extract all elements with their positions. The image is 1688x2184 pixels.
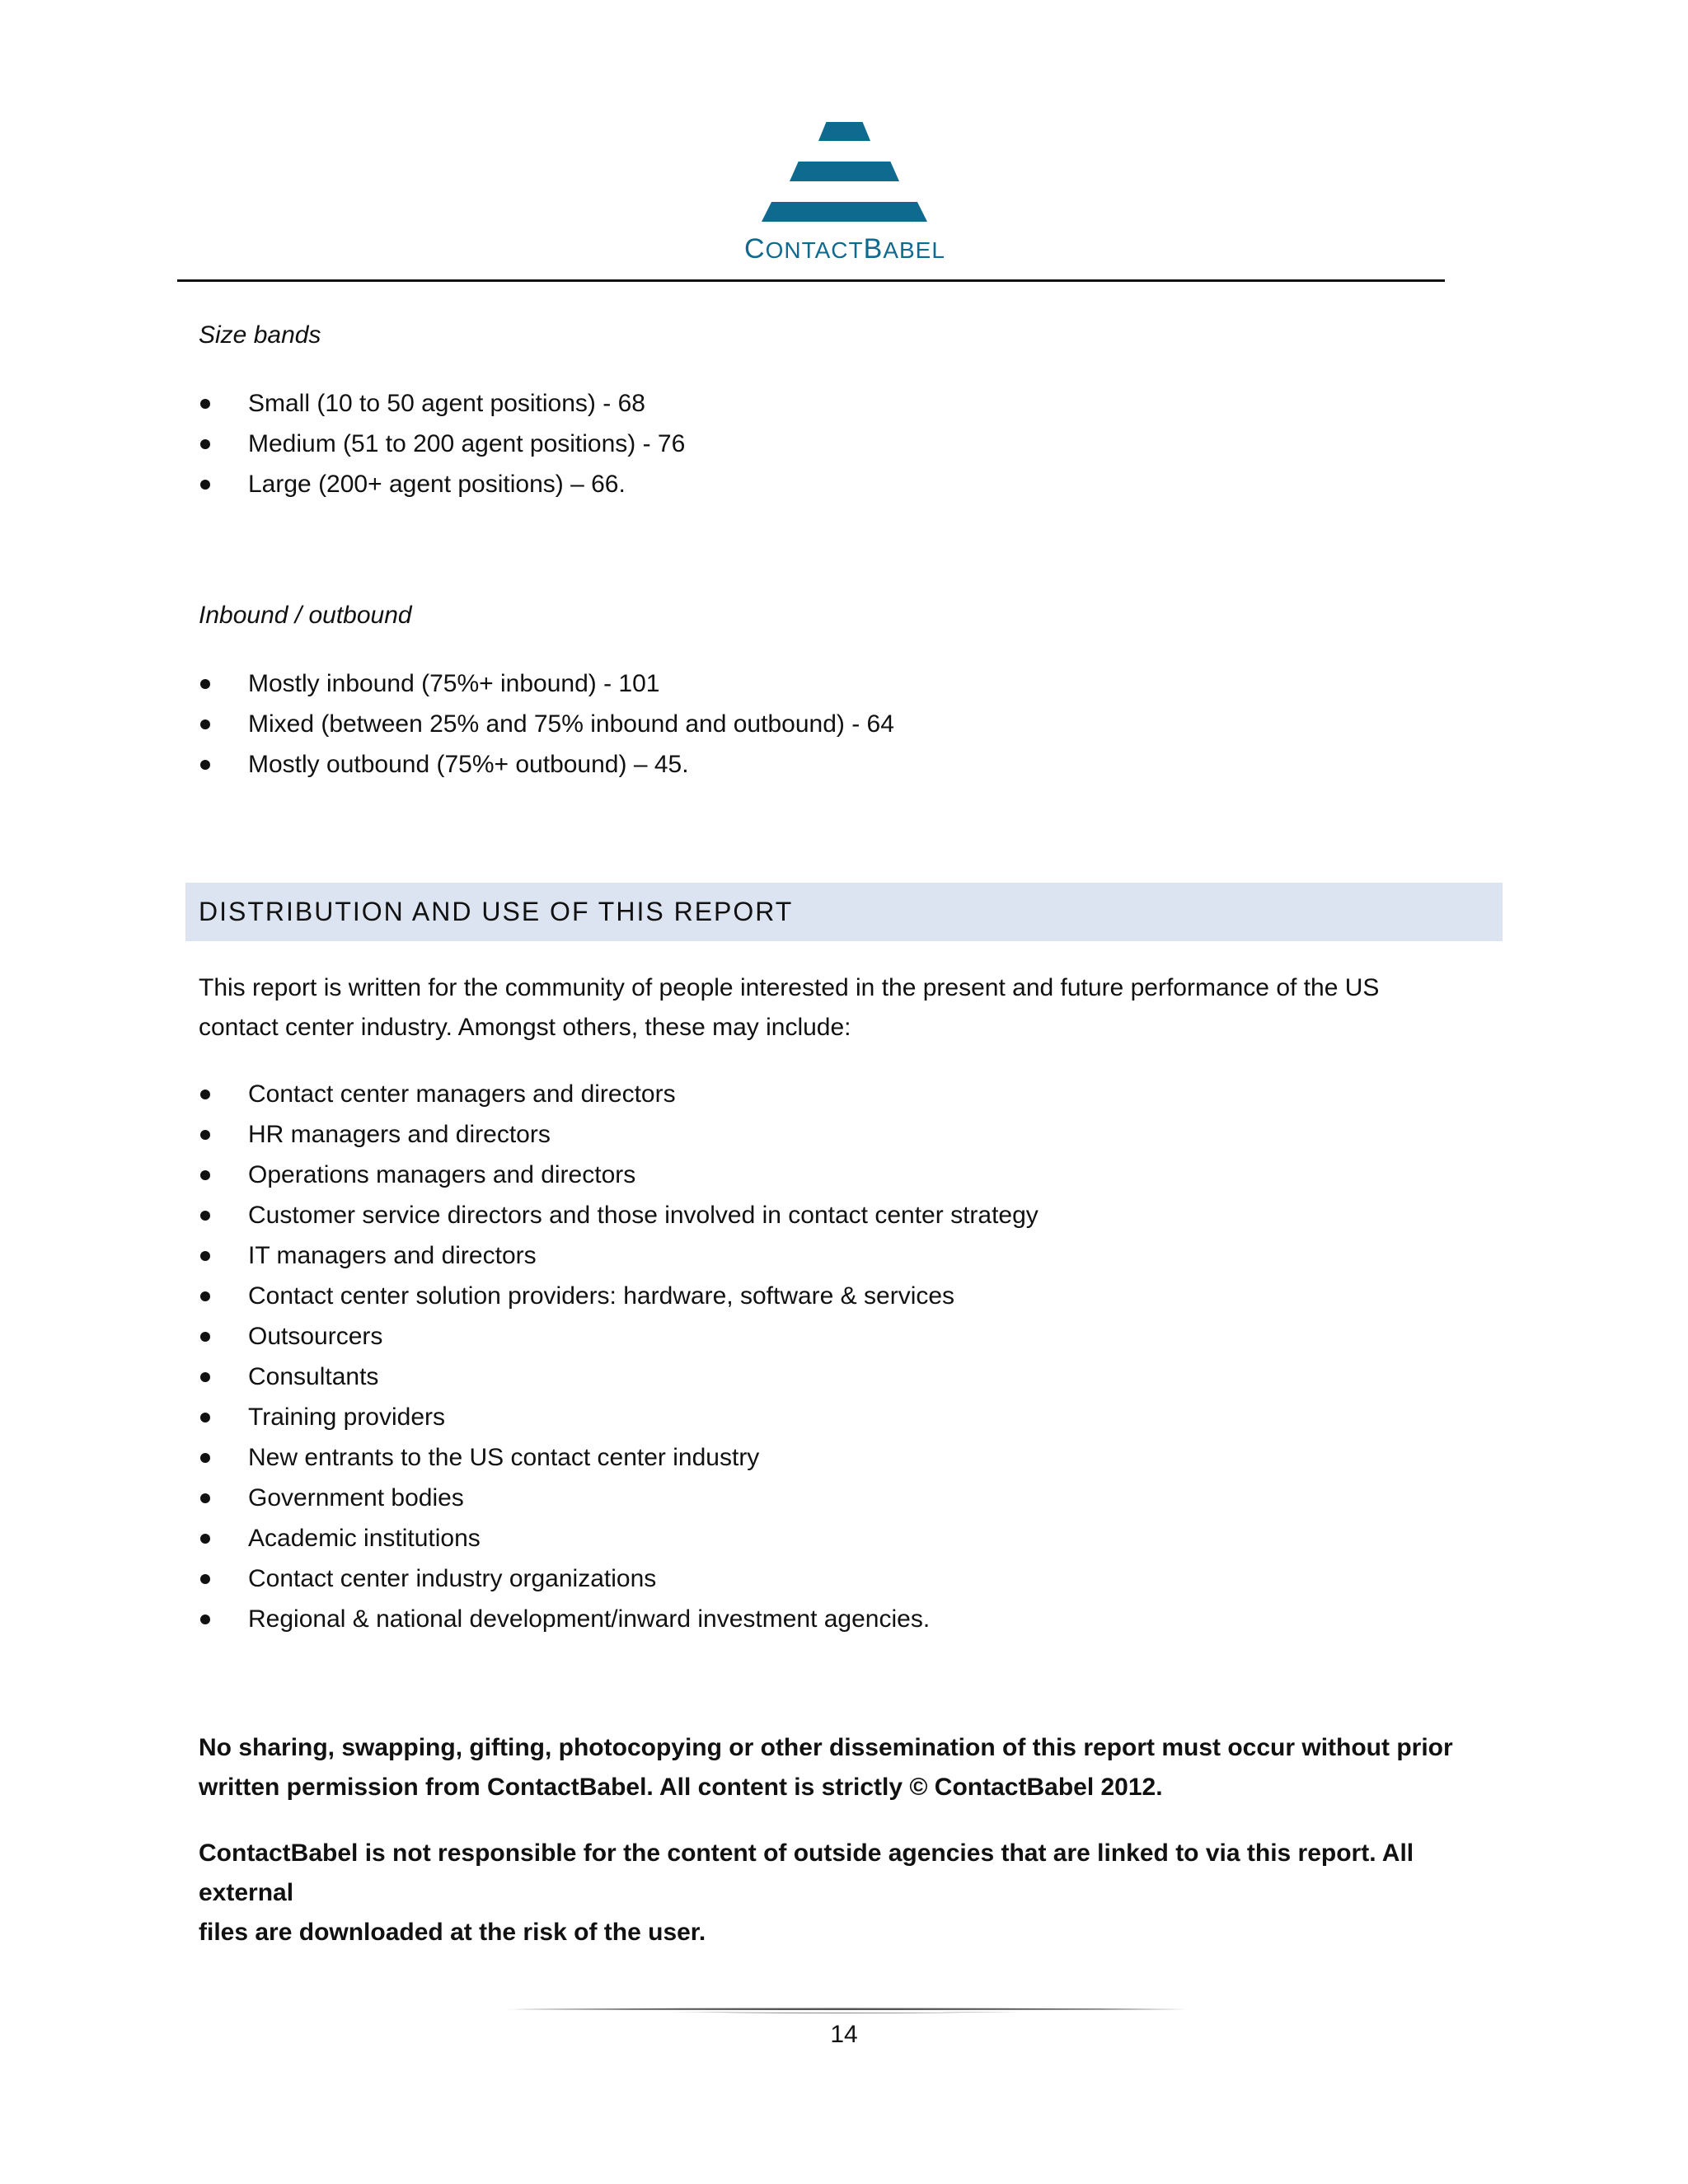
list-item: Government bodies (199, 1478, 1501, 1518)
list-item: Large (200+ agent positions) – 66. (199, 464, 1501, 504)
logo-bar-bottom (762, 202, 927, 222)
list-item: Operations managers and directors (199, 1155, 1501, 1195)
list-item: Outsourcers (199, 1316, 1501, 1357)
intro-paragraph (199, 968, 1501, 1047)
list-item: Customer service directors and those involved in contact center strategy (199, 1195, 1501, 1235)
list-item: Regional & national development/inward investment agencies. (199, 1599, 1501, 1639)
notice-line: ContactBabel is not responsible for the content of outside agencies that are linked to via this report. All external (199, 1840, 1414, 1906)
notice-line: No sharing, swapping, gifting, photocopying or other dissemination of this report must occur without prior (199, 1734, 1453, 1761)
size-bands-heading: Size bands (199, 321, 321, 349)
page-number: 14 (830, 2021, 858, 2048)
list-item: Consultants (199, 1357, 1501, 1397)
liability-notice (199, 1834, 1501, 1952)
notice-line: files are downloaded at the risk of the user. (199, 1919, 706, 1946)
intro-line: contact center industry. Amongst others, these may include: (199, 1014, 851, 1041)
list-item: Contact center managers and directors (199, 1074, 1501, 1114)
copyright-notice (199, 1728, 1501, 1807)
list-item: Contact center solution providers: hardware, software & services (199, 1276, 1501, 1316)
list-item: Mixed (between 25% and 75% inbound and outbound) - 64 (199, 704, 1501, 744)
audience-list (199, 1074, 1501, 1639)
list-item: Mostly outbound (75%+ outbound) – 45. (199, 744, 1501, 785)
section-title: DISTRIBUTION AND USE OF THIS REPORT (199, 897, 794, 926)
list-item: New entrants to the US contact center industry (199, 1437, 1501, 1478)
footer-divider (503, 2008, 1187, 2014)
list-item: Contact center industry organizations (199, 1558, 1501, 1599)
logo-bar-middle (790, 162, 899, 181)
size-bands-list-container (199, 383, 1501, 504)
list-item: Training providers (199, 1397, 1501, 1437)
list-item: Academic institutions (199, 1518, 1501, 1558)
inbound-outbound-list-container (199, 663, 1501, 785)
list-item: HR managers and directors (199, 1114, 1501, 1155)
size-bands-section (199, 316, 1501, 355)
list-item: Mostly inbound (75%+ inbound) - 101 (199, 663, 1501, 704)
intro-line: This report is written for the community of people interested in the present and future performance of the US (199, 974, 1380, 1001)
notice-line: written permission from ContactBabel. All content is strictly © ContactBabel 2012. (199, 1774, 1163, 1801)
section-heading-band (185, 883, 1503, 941)
list-item: Small (10 to 50 agent positions) - 68 (199, 383, 1501, 424)
audience-list-container (199, 1074, 1501, 1639)
contactbabel-logo (742, 115, 948, 264)
list-item: IT managers and directors (199, 1235, 1501, 1276)
header-rule (177, 279, 1445, 282)
logo-wordmark: CONTACTBABEL (744, 233, 945, 265)
list-item: Medium (51 to 200 agent positions) - 76 (199, 424, 1501, 464)
inbound-outbound-list (199, 663, 1501, 785)
size-bands-list (199, 383, 1501, 504)
logo-bar-top (818, 122, 870, 141)
inbound-outbound-section (199, 596, 1501, 635)
inbound-outbound-heading: Inbound / outbound (199, 602, 412, 629)
